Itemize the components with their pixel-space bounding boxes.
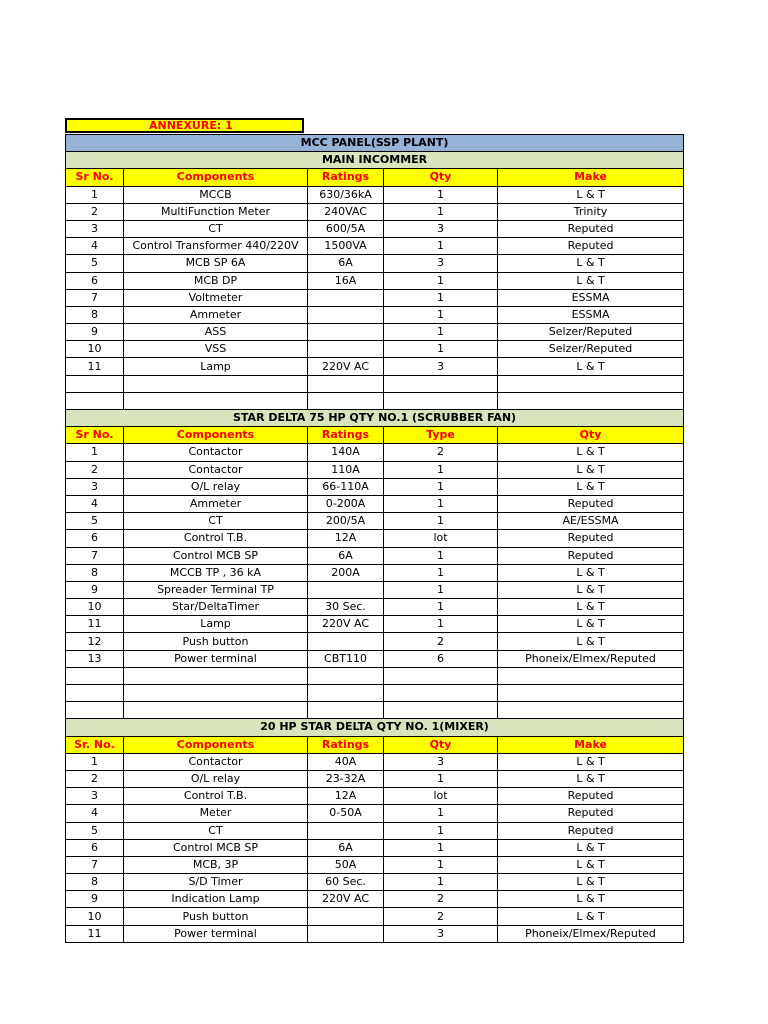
cell-sr-no: 5 — [66, 255, 124, 272]
cell-col5: L & T — [498, 186, 684, 203]
cell-col4: 1 — [384, 599, 498, 616]
cell-sr-no: 9 — [66, 581, 124, 598]
cell-component — [124, 375, 308, 392]
cell-col5 — [498, 667, 684, 684]
cell-col5: Reputed — [498, 788, 684, 805]
table-row — [66, 581, 684, 598]
table-row — [66, 255, 684, 272]
cell-sr-no: 3 — [66, 788, 124, 805]
cell-rating — [308, 341, 384, 358]
cell-col5: L & T — [498, 874, 684, 891]
cell-col5: L & T — [498, 770, 684, 787]
cell-col4: 1 — [384, 805, 498, 822]
cell-col4: 1 — [384, 822, 498, 839]
table-row — [66, 203, 684, 220]
cell-col5: Phoneix/Elmex/Reputed — [498, 650, 684, 667]
cell-col5: Reputed — [498, 495, 684, 512]
column-header: Qty — [384, 169, 498, 186]
cell-rating: 23-32A — [308, 770, 384, 787]
cell-component: Meter — [124, 805, 308, 822]
table-row — [66, 839, 684, 856]
cell-rating — [308, 581, 384, 598]
column-header: Make — [498, 169, 684, 186]
table-row — [66, 306, 684, 323]
header-row — [66, 169, 684, 186]
cell-sr-no: 2 — [66, 461, 124, 478]
cell-col5: L & T — [498, 478, 684, 495]
component-table — [65, 134, 684, 943]
cell-rating: 60 Sec. — [308, 874, 384, 891]
cell-sr-no: 10 — [66, 341, 124, 358]
cell-col4: 1 — [384, 839, 498, 856]
cell-rating — [308, 685, 384, 702]
cell-rating — [308, 306, 384, 323]
cell-col4 — [384, 702, 498, 719]
cell-rating: 220V AC — [308, 616, 384, 633]
cell-rating — [308, 822, 384, 839]
table-row — [66, 599, 684, 616]
table-row — [66, 375, 684, 392]
cell-col5: L & T — [498, 255, 684, 272]
cell-sr-no: 10 — [66, 599, 124, 616]
cell-col5: Reputed — [498, 805, 684, 822]
cell-col5: AE/ESSMA — [498, 513, 684, 530]
section-title-row — [66, 152, 684, 169]
cell-sr-no: 8 — [66, 874, 124, 891]
cell-col4: 1 — [384, 478, 498, 495]
column-header: Sr No. — [66, 427, 124, 444]
cell-component: Push button — [124, 633, 308, 650]
cell-rating: 12A — [308, 530, 384, 547]
cell-col5: L & T — [498, 358, 684, 375]
cell-col4: 6 — [384, 650, 498, 667]
cell-component — [124, 392, 308, 409]
cell-rating: 200/5A — [308, 513, 384, 530]
cell-col4: 1 — [384, 341, 498, 358]
cell-sr-no: 6 — [66, 839, 124, 856]
annexure-label: ANNEXURE: 1 — [149, 119, 233, 132]
cell-sr-no: 3 — [66, 478, 124, 495]
cell-rating: CBT110 — [308, 650, 384, 667]
column-header: Components — [124, 427, 308, 444]
cell-rating: 12A — [308, 788, 384, 805]
cell-col4: 1 — [384, 272, 498, 289]
cell-sr-no: 9 — [66, 891, 124, 908]
cell-sr-no: 5 — [66, 822, 124, 839]
cell-component: Contactor — [124, 461, 308, 478]
cell-sr-no: 1 — [66, 186, 124, 203]
cell-col5: L & T — [498, 856, 684, 873]
cell-sr-no: 11 — [66, 925, 124, 942]
column-header: Type — [384, 427, 498, 444]
table-row — [66, 874, 684, 891]
cell-sr-no: 3 — [66, 220, 124, 237]
cell-component — [124, 667, 308, 684]
table-row — [66, 908, 684, 925]
header-row — [66, 427, 684, 444]
cell-component: VSS — [124, 341, 308, 358]
cell-sr-no — [66, 667, 124, 684]
cell-col4: 1 — [384, 547, 498, 564]
column-header: Components — [124, 736, 308, 753]
cell-component: MCCB TP , 36 kA — [124, 564, 308, 581]
cell-col5 — [498, 702, 684, 719]
cell-component: Power terminal — [124, 925, 308, 942]
cell-component — [124, 685, 308, 702]
cell-col5: L & T — [498, 908, 684, 925]
column-header: Qty — [498, 427, 684, 444]
cell-rating: 600/5A — [308, 220, 384, 237]
cell-rating — [308, 925, 384, 942]
table-row — [66, 685, 684, 702]
cell-rating: 66-110A — [308, 478, 384, 495]
cell-rating: 16A — [308, 272, 384, 289]
cell-component: CT — [124, 822, 308, 839]
cell-col4: 3 — [384, 753, 498, 770]
cell-sr-no: 5 — [66, 513, 124, 530]
table-row — [66, 289, 684, 306]
cell-sr-no: 10 — [66, 908, 124, 925]
cell-col5: Reputed — [498, 530, 684, 547]
cell-col4: lot — [384, 530, 498, 547]
cell-sr-no — [66, 702, 124, 719]
cell-rating — [308, 392, 384, 409]
cell-rating: 30 Sec. — [308, 599, 384, 616]
cell-rating — [308, 633, 384, 650]
cell-rating: 6A — [308, 839, 384, 856]
cell-rating: 1500VA — [308, 238, 384, 255]
table-row — [66, 564, 684, 581]
cell-sr-no — [66, 375, 124, 392]
cell-col4: 1 — [384, 856, 498, 873]
cell-col4 — [384, 667, 498, 684]
cell-col5: Reputed — [498, 220, 684, 237]
cell-col4: 3 — [384, 925, 498, 942]
cell-component: Control T.B. — [124, 530, 308, 547]
cell-rating — [308, 908, 384, 925]
cell-component: MCB SP 6A — [124, 255, 308, 272]
cell-sr-no: 11 — [66, 616, 124, 633]
cell-col4 — [384, 685, 498, 702]
cell-component: Control MCB SP — [124, 547, 308, 564]
column-header: Sr. No. — [66, 736, 124, 753]
cell-col4: 1 — [384, 495, 498, 512]
table-row — [66, 513, 684, 530]
table-row — [66, 770, 684, 787]
cell-component: Contactor — [124, 444, 308, 461]
cell-col4: 1 — [384, 581, 498, 598]
cell-col4: 1 — [384, 513, 498, 530]
cell-component: O/L relay — [124, 478, 308, 495]
cell-rating: 220V AC — [308, 358, 384, 375]
table-row — [66, 495, 684, 512]
cell-component: Voltmeter — [124, 289, 308, 306]
cell-component: Star/DeltaTimer — [124, 599, 308, 616]
cell-sr-no — [66, 392, 124, 409]
cell-rating: 220V AC — [308, 891, 384, 908]
header-row — [66, 736, 684, 753]
table-row — [66, 530, 684, 547]
cell-col4: 1 — [384, 770, 498, 787]
cell-col4: 1 — [384, 238, 498, 255]
cell-col5: Reputed — [498, 238, 684, 255]
cell-col5: Selzer/Reputed — [498, 341, 684, 358]
cell-col4: 1 — [384, 186, 498, 203]
table-row — [66, 753, 684, 770]
cell-col5: ESSMA — [498, 289, 684, 306]
cell-component: MCB, 3P — [124, 856, 308, 873]
cell-col5: Reputed — [498, 547, 684, 564]
cell-rating: 6A — [308, 547, 384, 564]
cell-col5: L & T — [498, 444, 684, 461]
cell-sr-no: 7 — [66, 856, 124, 873]
cell-sr-no: 11 — [66, 358, 124, 375]
panel-title-row — [66, 135, 684, 152]
cell-component: Power terminal — [124, 650, 308, 667]
cell-col5: L & T — [498, 564, 684, 581]
cell-rating: 630/36kA — [308, 186, 384, 203]
cell-col5: L & T — [498, 581, 684, 598]
cell-col4: 2 — [384, 444, 498, 461]
table-row — [66, 856, 684, 873]
cell-sr-no: 4 — [66, 238, 124, 255]
cell-component: MultiFunction Meter — [124, 203, 308, 220]
cell-component: Control T.B. — [124, 788, 308, 805]
cell-sr-no: 6 — [66, 272, 124, 289]
cell-rating: 6A — [308, 255, 384, 272]
cell-rating — [308, 375, 384, 392]
table-row — [66, 341, 684, 358]
cell-sr-no: 4 — [66, 495, 124, 512]
cell-col4: 2 — [384, 633, 498, 650]
cell-col5 — [498, 375, 684, 392]
cell-rating: 200A — [308, 564, 384, 581]
cell-col5 — [498, 685, 684, 702]
table-row — [66, 788, 684, 805]
cell-col5: L & T — [498, 753, 684, 770]
cell-component: O/L relay — [124, 770, 308, 787]
cell-rating — [308, 667, 384, 684]
table-row — [66, 220, 684, 237]
cell-col5: L & T — [498, 633, 684, 650]
cell-col4: 1 — [384, 203, 498, 220]
cell-col4: 2 — [384, 891, 498, 908]
table-row — [66, 324, 684, 341]
table-row — [66, 272, 684, 289]
annexure-label-cell — [65, 118, 304, 133]
table-row — [66, 667, 684, 684]
cell-col4: 1 — [384, 306, 498, 323]
table-row — [66, 650, 684, 667]
cell-sr-no: 7 — [66, 547, 124, 564]
table-row — [66, 805, 684, 822]
table-row — [66, 478, 684, 495]
section-title: 20 HP STAR DELTA QTY NO. 1(MIXER) — [66, 719, 684, 736]
cell-sr-no: 13 — [66, 650, 124, 667]
cell-col5: L & T — [498, 599, 684, 616]
cell-col5: Trinity — [498, 203, 684, 220]
table-row — [66, 822, 684, 839]
table-row — [66, 547, 684, 564]
table-row — [66, 444, 684, 461]
table-row — [66, 186, 684, 203]
cell-component: Indication Lamp — [124, 891, 308, 908]
cell-col5 — [498, 392, 684, 409]
cell-sr-no: 8 — [66, 306, 124, 323]
cell-sr-no: 1 — [66, 444, 124, 461]
cell-col5: L & T — [498, 461, 684, 478]
cell-rating: 0-50A — [308, 805, 384, 822]
cell-col5: L & T — [498, 839, 684, 856]
table-row — [66, 392, 684, 409]
cell-sr-no: 9 — [66, 324, 124, 341]
cell-col4: 3 — [384, 255, 498, 272]
cell-component: ASS — [124, 324, 308, 341]
cell-rating: 40A — [308, 753, 384, 770]
table-row — [66, 238, 684, 255]
cell-rating: 140A — [308, 444, 384, 461]
cell-rating: 0-200A — [308, 495, 384, 512]
cell-col4: 1 — [384, 324, 498, 341]
table-row — [66, 358, 684, 375]
cell-col4: 1 — [384, 616, 498, 633]
column-header: Ratings — [308, 427, 384, 444]
cell-sr-no: 2 — [66, 203, 124, 220]
table-row — [66, 461, 684, 478]
column-header: Sr No. — [66, 169, 124, 186]
column-header: Ratings — [308, 736, 384, 753]
column-header: Make — [498, 736, 684, 753]
cell-component: Control Transformer 440/220V — [124, 238, 308, 255]
cell-component: Ammeter — [124, 306, 308, 323]
cell-sr-no: 1 — [66, 753, 124, 770]
cell-sr-no: 2 — [66, 770, 124, 787]
cell-col4: 1 — [384, 564, 498, 581]
table-row — [66, 633, 684, 650]
table-row — [66, 925, 684, 942]
cell-component: Lamp — [124, 616, 308, 633]
cell-col4: 3 — [384, 220, 498, 237]
cell-component: Control MCB SP — [124, 839, 308, 856]
cell-col4: 1 — [384, 874, 498, 891]
panel-title: MCC PANEL(SSP PLANT) — [66, 135, 684, 152]
cell-component: Contactor — [124, 753, 308, 770]
cell-component — [124, 702, 308, 719]
table-row — [66, 616, 684, 633]
cell-col4: 2 — [384, 908, 498, 925]
cell-sr-no: 12 — [66, 633, 124, 650]
cell-sr-no: 8 — [66, 564, 124, 581]
column-header: Ratings — [308, 169, 384, 186]
cell-col5: Selzer/Reputed — [498, 324, 684, 341]
cell-col4: 1 — [384, 289, 498, 306]
cell-component: Push button — [124, 908, 308, 925]
cell-sr-no: 4 — [66, 805, 124, 822]
table-row — [66, 891, 684, 908]
cell-col5: L & T — [498, 272, 684, 289]
cell-col5: ESSMA — [498, 306, 684, 323]
cell-component: S/D Timer — [124, 874, 308, 891]
cell-component: CT — [124, 220, 308, 237]
cell-rating — [308, 702, 384, 719]
cell-component: MCCB — [124, 186, 308, 203]
section-title: MAIN INCOMMER — [66, 152, 684, 169]
cell-col5: L & T — [498, 616, 684, 633]
section-title: STAR DELTA 75 HP QTY NO.1 (SCRUBBER FAN) — [66, 410, 684, 427]
column-header: Components — [124, 169, 308, 186]
cell-col4: 3 — [384, 358, 498, 375]
cell-rating: 50A — [308, 856, 384, 873]
cell-component: Spreader Terminal TP — [124, 581, 308, 598]
cell-sr-no — [66, 685, 124, 702]
cell-col5: L & T — [498, 891, 684, 908]
cell-rating: 240VAC — [308, 203, 384, 220]
cell-col4: 1 — [384, 461, 498, 478]
cell-col5: Phoneix/Elmex/Reputed — [498, 925, 684, 942]
cell-col4 — [384, 375, 498, 392]
cell-rating — [308, 324, 384, 341]
cell-component: CT — [124, 513, 308, 530]
cell-sr-no: 7 — [66, 289, 124, 306]
table-row — [66, 702, 684, 719]
cell-component: MCB DP — [124, 272, 308, 289]
cell-component: Lamp — [124, 358, 308, 375]
section-title-row — [66, 719, 684, 736]
cell-col5: Reputed — [498, 822, 684, 839]
column-header: Qty — [384, 736, 498, 753]
cell-component: Ammeter — [124, 495, 308, 512]
cell-col4 — [384, 392, 498, 409]
cell-sr-no: 6 — [66, 530, 124, 547]
cell-col4: lot — [384, 788, 498, 805]
section-title-row — [66, 410, 684, 427]
cell-rating — [308, 289, 384, 306]
cell-rating: 110A — [308, 461, 384, 478]
